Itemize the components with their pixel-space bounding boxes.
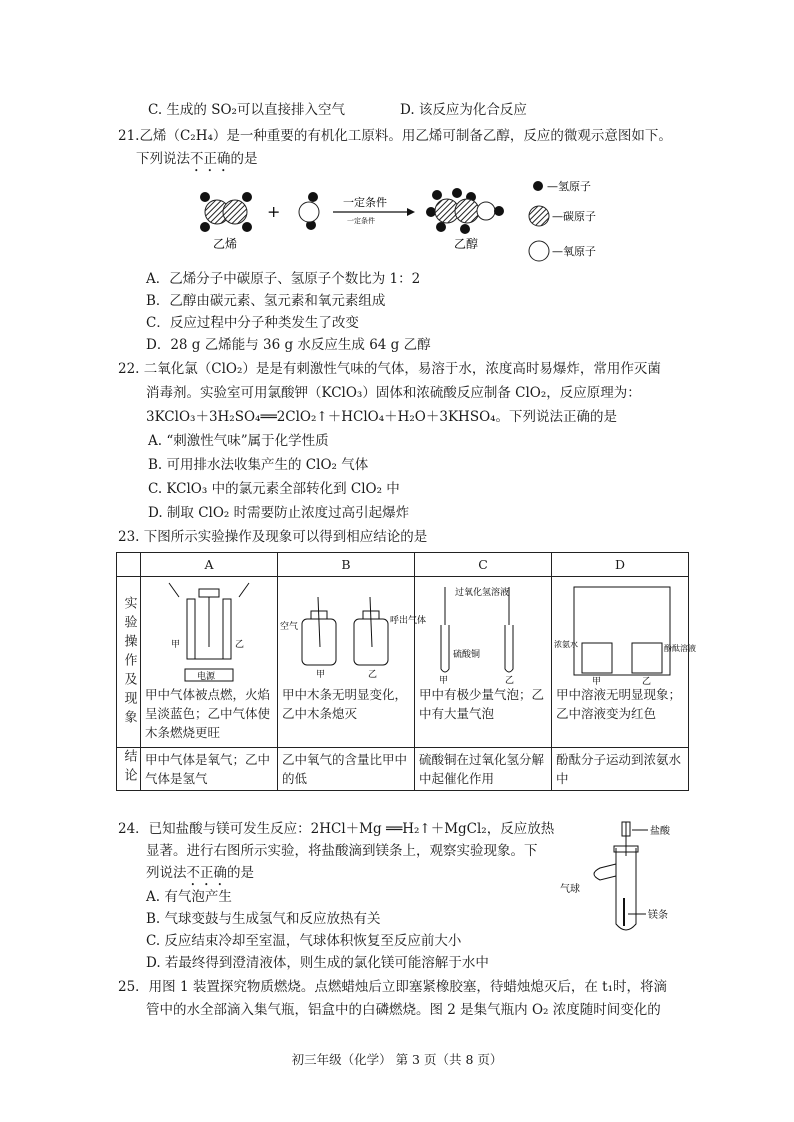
plus-sign: + (267, 202, 281, 221)
q24-apparatus (558, 818, 688, 938)
svg-text:酚酞溶液: 酚酞溶液 (664, 644, 696, 653)
svg-text:乙: 乙 (368, 670, 378, 680)
svg-text:浓氨水: 浓氨水 (554, 640, 578, 649)
svg-text:过氧化氢溶液: 过氧化氢溶液 (455, 588, 510, 598)
q22-stem-line2: 消毒剂。实验室可用氯酸钾（KClO₃）固体和浓硫酸反应制备 ClO₂，反应原理为： (146, 385, 641, 401)
row-label-ops: 实验操作及现象 (121, 595, 137, 729)
q22-stem-line3: 3KClO₃＋3H₂SO₄══2ClO₂↑＋HClO₄＋H₂O＋3KHSO₄。下列说法正确的是 (146, 409, 618, 425)
q22-option-b: B. 可用排水法收集产生的 ClO₂ 气体 (148, 457, 369, 473)
svg-text:呼出气体: 呼出气体 (390, 616, 427, 626)
q21-stem-line1: 21.乙烯（C₂H₄）是一种重要的有机化工原料。用乙烯可制备乙醇，反应的微观示意图如下。 (118, 128, 672, 144)
q20-option-d: D. 该反应为化合反应 (400, 102, 527, 118)
conclusion-d: 酚酞分子运动到浓氨水中 (552, 748, 689, 791)
arrow-label-top: 一定条件 (343, 196, 387, 209)
q25-stem-line1: 25．用图 1 装置探究物质燃烧。点燃蜡烛后立即塞紧橡胶塞，待蜡烛熄灭后，在 t₁时，将滴 (118, 979, 667, 995)
q20-option-c: C. 生成的 SO₂可以直接排入空气 (148, 102, 345, 118)
q21-option-a: A．乙烯分子中碳原子、氢原子个数比为 1：2 (146, 271, 421, 287)
col-header-c: C (415, 553, 552, 577)
q23-stem: 23. 下图所示实验操作及现象可以得到相应结论的是 (118, 529, 428, 545)
q22-option-a: A. “刺激性气味”属于化学性质 (148, 433, 329, 449)
fig-a-electrolysis (141, 577, 277, 685)
water-molecule (299, 192, 319, 230)
col-header-b: B (278, 553, 415, 577)
fig-d-beaker-cover (552, 577, 696, 687)
legend-o: —氧原子 (552, 245, 596, 258)
conclusion-b: 乙中氧气的含量比甲中的低 (278, 748, 415, 791)
svg-text:甲: 甲 (592, 677, 602, 687)
fig-c-test-tubes (415, 577, 551, 685)
svg-text:盐酸: 盐酸 (650, 826, 670, 837)
phenomenon-b: 甲中木条无明显变化，乙中木条熄灭 (282, 687, 408, 721)
q21-option-b: B．乙醇由碳元素、氢元素和氧元素组成 (146, 293, 386, 309)
legend-h: —氢原子 (547, 180, 591, 193)
q24-option-d: D. 若最终得到澄清液体，则生成的氯化镁可能溶解于水中 (146, 955, 489, 971)
ethanol-molecule (426, 188, 504, 234)
label-ethylene: 乙烯 (213, 237, 238, 251)
q22-option-c: C. KClO₃ 中的氯元素全部转化到 ClO₂ 中 (148, 481, 400, 497)
q24-stem-line2: 显著。进行右图所示实验，将盐酸滴到镁条上，观察实验现象。下 (146, 843, 538, 859)
conclusion-a: 甲中气体是氧气；乙中气体是氢气 (141, 748, 278, 791)
svg-text:气球: 气球 (560, 884, 580, 895)
phenomenon-c: 甲中有极少量气泡；乙中有大量气泡 (419, 687, 545, 721)
ethylene-molecule (200, 192, 252, 232)
svg-text:甲: 甲 (316, 670, 326, 680)
legend-c-icon (529, 206, 549, 226)
q25-stem-line2: 管中的水全部滴入集气瓶，铝盒中的白磷燃烧。图 2 是集气瓶内 O₂ 浓度随时间变化的 (146, 1002, 661, 1018)
arrow-label-bottom: 一定条件 (347, 217, 375, 225)
svg-text:硫酸铜: 硫酸铜 (453, 650, 481, 660)
svg-text:镁条: 镁条 (648, 910, 668, 921)
legend-h-icon (533, 181, 543, 191)
conclusion-c: 硫酸铜在过氧化氢分解中起催化作用 (415, 748, 552, 791)
q24-option-a: A. 有气泡产生 (146, 889, 232, 905)
svg-text:甲: 甲 (171, 640, 181, 650)
q21-reaction-diagram (195, 175, 615, 265)
q21-stem-line2: 下列说法不正确的是 (136, 151, 258, 167)
phenomenon-d: 甲中溶液无明显现象；乙中溶液变为红色 (556, 687, 682, 721)
legend-c: —碳原子 (552, 210, 596, 223)
q23-table (116, 552, 696, 791)
table-row-conclusion (117, 748, 689, 791)
svg-text:乙: 乙 (505, 676, 515, 686)
page-footer: 初三年级（化学） 第 3 页（共 8 页） (291, 1052, 503, 1067)
q22-stem-line1: 22. 二氧化氯（ClO₂）是是有刺激性气味的气体，易溶于水，浓度高时易爆炸，常用作灭菌 (118, 361, 661, 377)
svg-text:电源: 电源 (197, 672, 216, 682)
q24-stem-line3: 列说法不正确的是 (146, 865, 254, 881)
svg-text:乙: 乙 (642, 677, 652, 687)
fig-b-bottles (278, 577, 427, 685)
q21-option-d: D．28 g 乙烯能与 36 g 水反应生成 64 g 乙醇 (146, 337, 431, 353)
q21-option-c: C．反应过程中分子种类发生了改变 (146, 315, 359, 331)
svg-text:乙: 乙 (235, 640, 245, 650)
q24-option-c: C. 反应结束冷却至室温，气球体积恢复至反应前大小 (146, 933, 462, 949)
row-label-conclusion: 结论 (121, 749, 137, 787)
label-ethanol: 乙醇 (454, 237, 479, 251)
table-header-row (117, 553, 689, 577)
svg-text:甲: 甲 (439, 676, 449, 686)
q24-option-b: B. 气球变鼓与生成氢气和反应放热有关 (146, 911, 381, 927)
q22-option-d: D. 制取 ClO₂ 时需要防止浓度过高引起爆炸 (148, 505, 410, 521)
table-row-ops (117, 577, 689, 748)
legend-o-icon (529, 241, 549, 261)
svg-text:空气: 空气 (280, 622, 299, 632)
col-header-a: A (141, 553, 278, 577)
phenomenon-a: 甲中气体被点燃，火焰呈淡蓝色；乙中气体使木条燃烧更旺 (145, 687, 271, 740)
q24-stem-line1: 24．已知盐酸与镁可发生反应：2HCl＋Mg ══H₂↑＋MgCl₂，反应放热 (118, 821, 555, 837)
col-header-d: D (552, 553, 689, 577)
